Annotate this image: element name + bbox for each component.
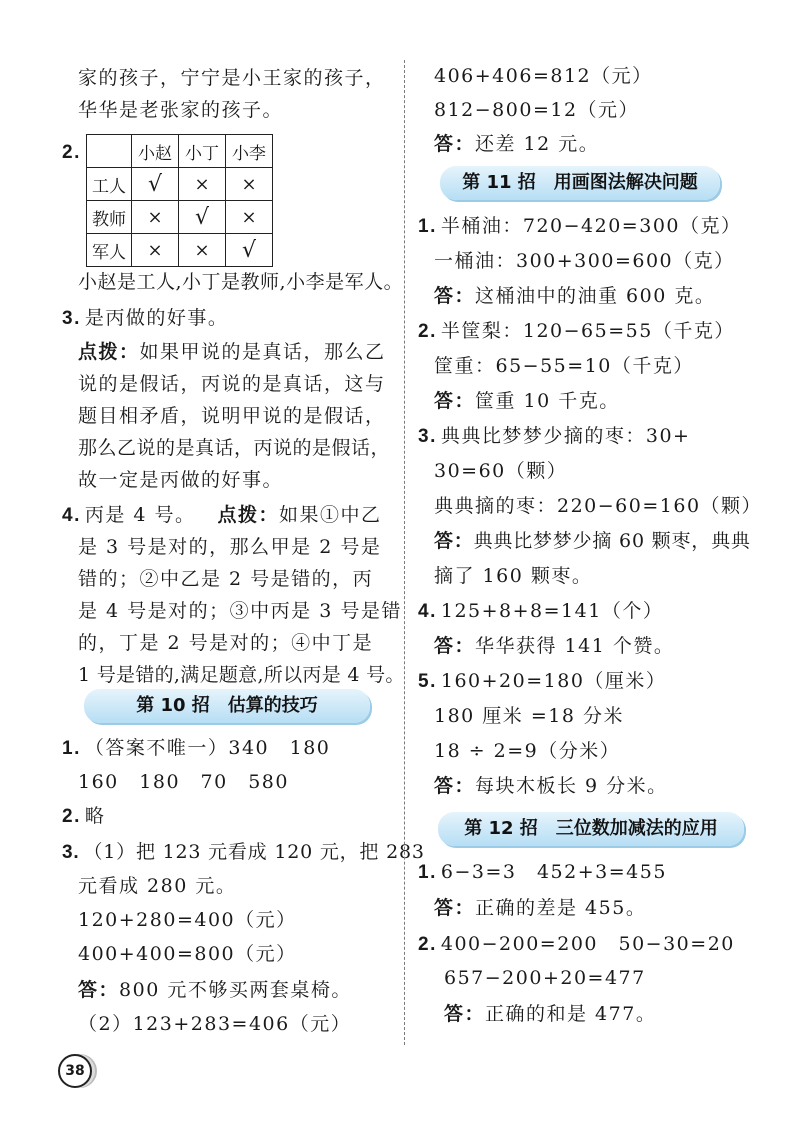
text-line: 657−200+20=477 [444,967,646,989]
answer-text: 略 [84,805,106,827]
text-line: 120+280=400（元） [78,909,297,931]
text-line: 400+400=800（元） [78,943,297,965]
table-cell: × [132,201,179,234]
question-number: 3. [62,308,81,329]
logic-table [86,134,273,267]
answer-text: 这桶油中的油重 600 克。 [475,285,716,307]
answer-text: （答案不唯一）340 180 [84,737,331,759]
text-line: （2）123+283=406（元） [78,1013,352,1035]
text-line: 30=60（颗） [434,460,568,482]
section-number: 第 11 招 [462,172,536,193]
answer-label: 答： [434,390,476,412]
answer-label: 答： [434,285,476,307]
question-number: 4. [62,505,81,526]
section-title: 三位数加减法的应用 [555,818,718,839]
text-line: 180 厘米 =18 分米 [434,705,624,727]
answer-label: 答： [434,897,476,919]
answer-text: 6−3=3 452+3=455 [440,861,667,883]
question-number: 1. [62,738,81,759]
answer-label: 答： [78,979,120,1001]
table-header-cell: 小丁 [179,135,226,168]
answer-text: 125+8+8=141（个） [440,600,664,622]
question-number: 1. [418,216,437,237]
table-cell: √ [226,234,273,267]
answer-text: 还差 12 元。 [475,133,600,155]
table-header-cell: 小李 [226,135,273,168]
table-corner-cell [87,135,132,168]
text-line: 家的孩子，宁宁是小王家的孩子， [78,67,386,89]
question-number: 1. [418,862,437,883]
answer-label: 答： [434,635,476,657]
text-line: 是 3 号是对的，那么甲是 2 号是 [78,536,382,558]
column-divider [404,60,405,1045]
text-line: 题目相矛盾，说明甲说的是假话， [78,405,386,427]
tip-label: 点拨： [217,504,280,526]
question-number: 4. [418,601,437,622]
table-cell: × [226,168,273,201]
text-line: 406+406=812（元） [434,65,653,87]
table-cell: √ [132,168,179,201]
section-banner-12 [438,812,744,846]
answer-text: 160+20=180（厘米） [440,670,667,692]
question-number: 2. [62,142,81,163]
answer-text: （1）把 123 元看成 120 元，把 283 [83,841,425,863]
tip-text: 如果甲说的是真话，那么乙 [139,341,386,363]
question-number: 5. [418,671,437,692]
question-number: 3. [62,842,80,863]
answer-text: 典典比梦梦少摘的枣：30+ [440,425,691,447]
answer-label: 答： [444,1003,486,1025]
answer-label: 答： [434,133,476,155]
section-title: 估算的技巧 [227,695,318,716]
text-line: 1 号是错的,满足题意,所以丙是 4 号。 [78,664,405,686]
text-line: 小赵是工人,小丁是教师,小李是军人。 [78,271,404,293]
section-number: 第 10 招 [136,695,210,716]
answer-label: 答： [434,530,474,552]
answer-text: 是丙做的好事。 [84,307,229,329]
table-cell: × [179,168,226,201]
table-cell: × [132,234,179,267]
text-line: 华华是老张家的孩子。 [78,99,284,121]
text-line: 的，丁是 2 号是对的；④中丁是 [78,632,374,654]
question-number: 3. [418,426,437,447]
table-cell: × [179,234,226,267]
tip-label: 点拨： [78,341,140,363]
table-row-label: 工人 [87,168,132,201]
answer-text: 正确的和是 477。 [485,1003,657,1025]
table-row-label: 军人 [87,234,132,267]
answer-text: 正确的差是 455。 [475,897,647,919]
section-number: 第 12 招 [464,818,538,839]
answer-text: 半桶油：720−420=300（克） [440,215,742,237]
answer-text: 400−200=200 50−30=20 [440,933,735,955]
answer-text: 华华获得 141 个赞。 [475,635,675,657]
table-cell: √ [179,201,226,234]
question-number: 2. [418,321,437,342]
question-number: 2. [418,934,437,955]
answer-text: 半筐梨：120−65=55（千克） [440,320,735,342]
answer-label: 答： [434,775,476,797]
text-line: 160 180 70 580 [78,771,289,793]
text-line: 一桶油：300+300=600（克） [434,250,735,272]
text-line: 18 ÷ 2=9（分米） [434,740,621,762]
answer-text: 丙是 4 号。 [84,504,196,526]
text-line: 元看成 280 元。 [78,875,237,897]
section-title: 用画图法解决问题 [553,172,698,193]
question-number: 2. [62,806,81,827]
text-line: 812−800=12（元） [434,99,640,121]
text-line: 说的是假话，丙说的是真话，这与 [78,373,386,395]
text-line: 筐重：65−55=10（千克） [434,355,694,377]
answer-text: 典典比梦梦少摘 60 颗枣，典典 [473,530,751,552]
table-row-label: 教师 [87,201,132,234]
section-banner-10 [84,689,370,723]
table-cell: × [226,201,273,234]
text-line: 错的；②中乙是 2 号是错的，丙 [78,568,374,590]
text-line: 摘了 160 颗枣。 [434,565,593,587]
section-banner-11 [440,166,720,200]
text-line: 故一定是丙做的好事。 [78,469,284,491]
tip-text: 如果①中乙 [279,504,382,526]
page-number: 38 [58,1054,92,1088]
text-line: 是 4 号是对的；③中丙是 3 号是错 [78,600,402,622]
text-line: 典典摘的枣：220−60=160（颗） [434,495,763,517]
text-line: 那么乙说的是真话，丙说的是假话， [78,437,391,459]
answer-text: 筐重 10 千克。 [475,390,620,412]
answer-text: 每块木板长 9 分米。 [475,775,668,797]
table-header-cell: 小赵 [132,135,179,168]
answer-text: 800 元不够买两套桌椅。 [119,979,352,1001]
